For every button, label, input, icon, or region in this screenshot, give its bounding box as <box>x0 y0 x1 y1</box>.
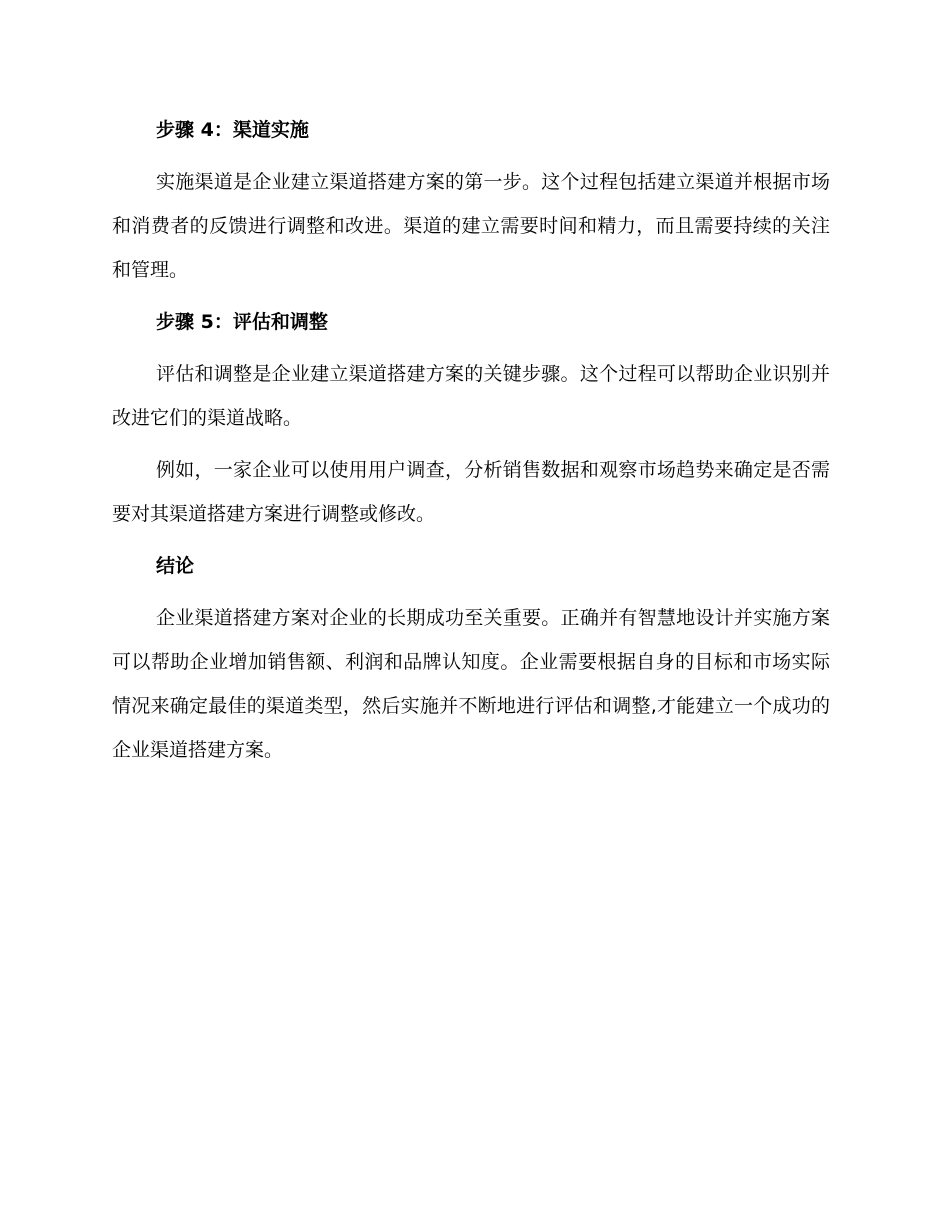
document-page <box>112 108 830 780</box>
section-heading-step-4: 步骤 4：渠道实施 <box>156 119 309 141</box>
section-heading-conclusion: 结论 <box>156 555 195 577</box>
paragraph-channel-implementation: 实施渠道是企业建立渠道搭建方案的第一步。这个过程包括建立渠道并根据市场和消费者的反馈进行调整和改进。渠道的建立需要时间和精力，而且需要持续的关注和管理。 <box>112 171 830 281</box>
paragraph-evaluation-example: 例如，一家企业可以使用用户调查，分析销售数据和观察市场趋势来确定是否需要对其渠道搭建方案进行调整或修改。 <box>112 459 830 525</box>
paragraph-conclusion: 企业渠道搭建方案对企业的长期成功至关重要。正确并有智慧地设计并实施方案可以帮助企业增加销售额、利润和品牌认知度。企业需要根据自身的目标和市场实际情况来确定最佳的渠道类型，然后实施并不断地进行评估和调整,才能建立一个成功的企业渠道搭建方案。 <box>112 607 830 761</box>
paragraph-evaluation-adjustment: 评估和调整是企业建立渠道搭建方案的关键步骤。这个过程可以帮助企业识别并改进它们的渠道战略。 <box>112 363 830 429</box>
section-heading-step-5: 步骤 5：评估和调整 <box>156 311 328 333</box>
